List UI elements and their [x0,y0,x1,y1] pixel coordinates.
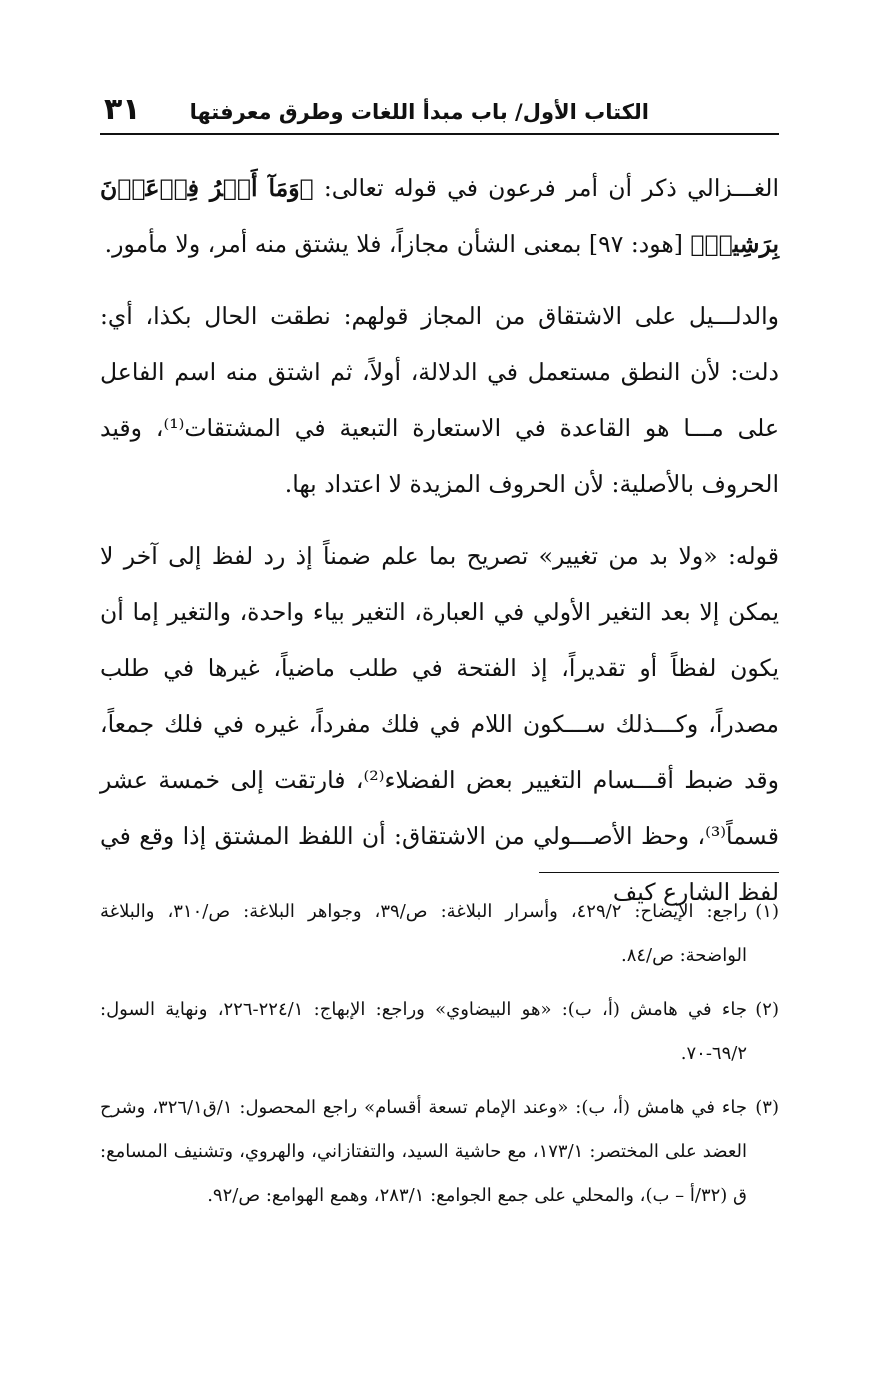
chapter-title: الكتاب الأول/ باب مبدأ اللغات وطرق معرفتها [189,100,649,124]
main-text [100,160,779,920]
footnote-number: (١) [755,901,779,922]
paragraph-1-lead: الغـــزالي ذكر أن أمر فرعون في قوله تعالى: [313,174,779,202]
paragraph-1-rest: [هود: ٩٧] بمعنى الشأن مجازاً، فلا يشتق منه أمر، ولا مأمور. [104,230,691,258]
footnote-2 [100,988,779,1076]
footnote-divider [539,872,779,873]
footnote-text: جاء في هامش (أ، ب): «هو البيضاوي» وراجع: الإبهاج: ٢٢٤/١-٢٢٦، ونهاية السول: ٦٩/٢-٧٠. [100,999,747,1064]
page-number: ٣١ [104,92,141,127]
paragraph-1 [100,160,779,272]
header-divider [100,133,779,135]
running-header [100,88,779,132]
quran-verse: ﴿وَمَآ أَمۡرُ فِرۡعَوۡنَ بِرَشِيدٖ﴾ [100,174,779,258]
paragraph-2: والدلـــيل على الاشتقاق من المجاز قولهم: نطقت الحال بكذا، أي: دلت: لأن النطق مستعمل في الدلالة، أولاً، ثم اشتق منه اسم الفاعل على مـــا هو القاعدة في الاستعارة التبعية في المشتقات⁽¹⁾، وقيد الحروف بالأصلية: لأن الحروف المزيدة لا اعتداد بها. [100,302,779,498]
footnote-3 [100,1086,779,1218]
paragraph-3: قوله: «ولا بد من تغيير» تصريح بما علم ضمناً إذ رد لفظ إلى آخر لا يمكن إلا بعد التغير الأولي في العبارة، التغير بياء واحدة، والتغير إما أن يكون لفظاً أو تقديراً، إذ الفتحة في طلب ماضياً، غيرها في طلب مصدراً، وكـــذلك ســـكون اللام في فلك مفرداً، غيره في فلك جمعاً، وقد ضبط أقـــسام التغيير بعض الفضلاء⁽²⁾، فارتقت إلى خمسة عشر قسماً⁽³⁾، وحظ الأصـــولي من الاشتقاق: أن اللفظ المشتق إذا وقع في لفظ الشارع كيف [100,542,779,906]
footnote-1 [100,890,779,978]
footnotes [100,890,779,1228]
footnote-number: (٢) [755,999,779,1020]
footnote-text: جاء في هامش (أ، ب): «وعند الإمام تسعة أقسام» راجع المحصول: ١/ق٣٢٦/١، وشرح العضد على المختصر: ١٧٣/١، مع حاشية السيد، والتفتازاني، والهروي، وتشنيف المسامع: ق (٣٢/أ – ب)، والمحلي على جمع الجوامع: ٢٨٣/١، وهمع الهوامع: ص/٩٢. [100,1097,747,1206]
footnote-number: (٣) [755,1097,779,1118]
footnote-text: راجع: الإيضاح: ٤٢٩/٢، وأسرار البلاغة: ص/٣٩، وجواهر البلاغة: ص/٣١٠، والبلاغة الواضحة: ص/٨٤. [100,901,747,966]
